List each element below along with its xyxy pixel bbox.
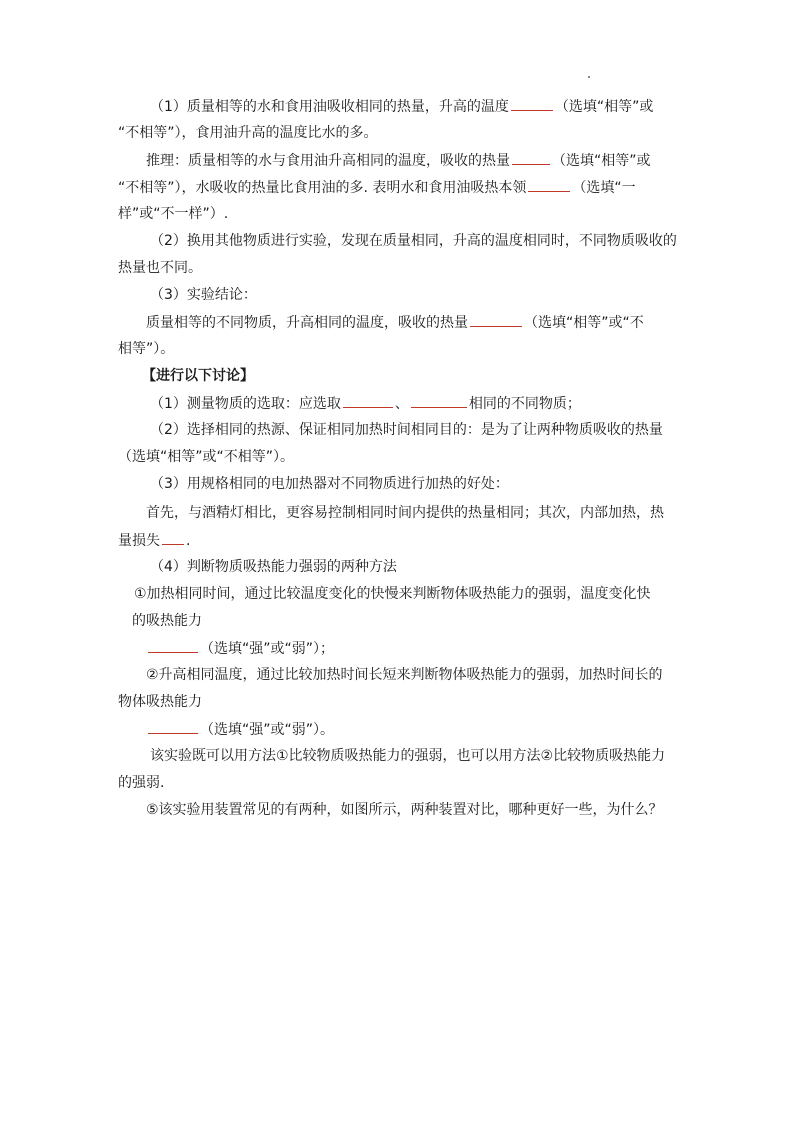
discussion-3: （3）用规格相同的电加热器对不同物质进行加热的好处： — [150, 476, 509, 492]
q1-line: （1）质量相等的水和食用油吸收相同的热量，升高的温度 （选填“相等”或 — [150, 96, 676, 117]
discussion-1: （1）测量物质的选取：应选取 、 相同的不同物质； — [150, 393, 676, 414]
inference-line: 推理：质量相等的水与食用油升高相同的温度，吸收的热量 （选填“相等”或 — [146, 150, 676, 171]
answer-blank[interactable] — [148, 719, 198, 734]
q1-line-cont: “不相等”），食用油升高的温度比水的多。 — [118, 125, 378, 141]
method-2-answer: （选填“强”或“弱”）。 — [146, 719, 676, 740]
conclusion-line: 质量相等的不同物质，升高相同的温度，吸收的热量 （选填“相等”或“不 — [146, 312, 676, 333]
discussion-2: （2）选择相同的热源、保证相同加热时间相同目的：是为了让两种物质吸收的热量 — [150, 422, 663, 438]
discussion-3-detail-cont: 量损失 . — [118, 530, 676, 551]
q2-line-cont: 热量也不同。 — [118, 260, 202, 276]
answer-blank[interactable] — [411, 393, 467, 408]
discussion-2-cont: （选填“相等”或“不相等”）。 — [118, 449, 295, 465]
scan-dot — [588, 76, 590, 78]
q2-line: （2）换用其他物质进行实验，发现在质量相同，升高的温度相同时，不同物质吸收的 — [150, 233, 677, 249]
question-5: ⑤该实验用装置常见的有两种，如图所示，两种装置对比，哪种更好一些，为什么？ — [146, 802, 663, 818]
answer-blank[interactable] — [512, 150, 550, 165]
method-summary-cont: 的强弱. — [118, 775, 165, 791]
method-1-answer: （选填“强”或“弱”）； — [146, 638, 676, 659]
inference-line-cont: “不相等”），水吸收的热量比食用油的多. 表明水和食用油吸热本领 （选填“一 — [118, 177, 676, 198]
method-1-cont: 的吸热能力 — [132, 613, 202, 629]
inference-line-end: 样”或“不一样”）. — [118, 206, 229, 222]
answer-blank[interactable] — [148, 638, 198, 653]
answer-blank[interactable] — [343, 393, 393, 408]
conclusion-line-cont: 相等”）。 — [118, 341, 175, 357]
method-1: ①加热相同时间，通过比较温度变化的快慢来判断物体吸热能力的强弱，温度变化快 — [134, 586, 651, 602]
discussion-heading: 【进行以下讨论】 — [142, 368, 254, 384]
q3-line: （3）实验结论： — [150, 287, 257, 303]
method-2-cont: 物体吸热能力 — [118, 694, 202, 710]
answer-blank[interactable] — [470, 312, 522, 327]
discussion-3-detail: 首先，与酒精灯相比，更容易控制相同时间内提供的热量相同；其次，内部加热，热 — [146, 505, 664, 521]
discussion-4: （4）判断物质吸热能力强弱的两种方法 — [150, 559, 397, 575]
answer-blank[interactable] — [511, 96, 553, 111]
answer-blank[interactable] — [528, 177, 570, 192]
answer-blank[interactable] — [162, 530, 184, 545]
method-2: ②升高相同温度，通过比较加热时间长短来判断物体吸热能力的强弱，加热时间长的 — [146, 667, 663, 683]
method-summary: 该实验既可以用方法①比较物质吸热能力的强弱，也可以用方法②比较物质吸热能力 — [150, 748, 666, 764]
